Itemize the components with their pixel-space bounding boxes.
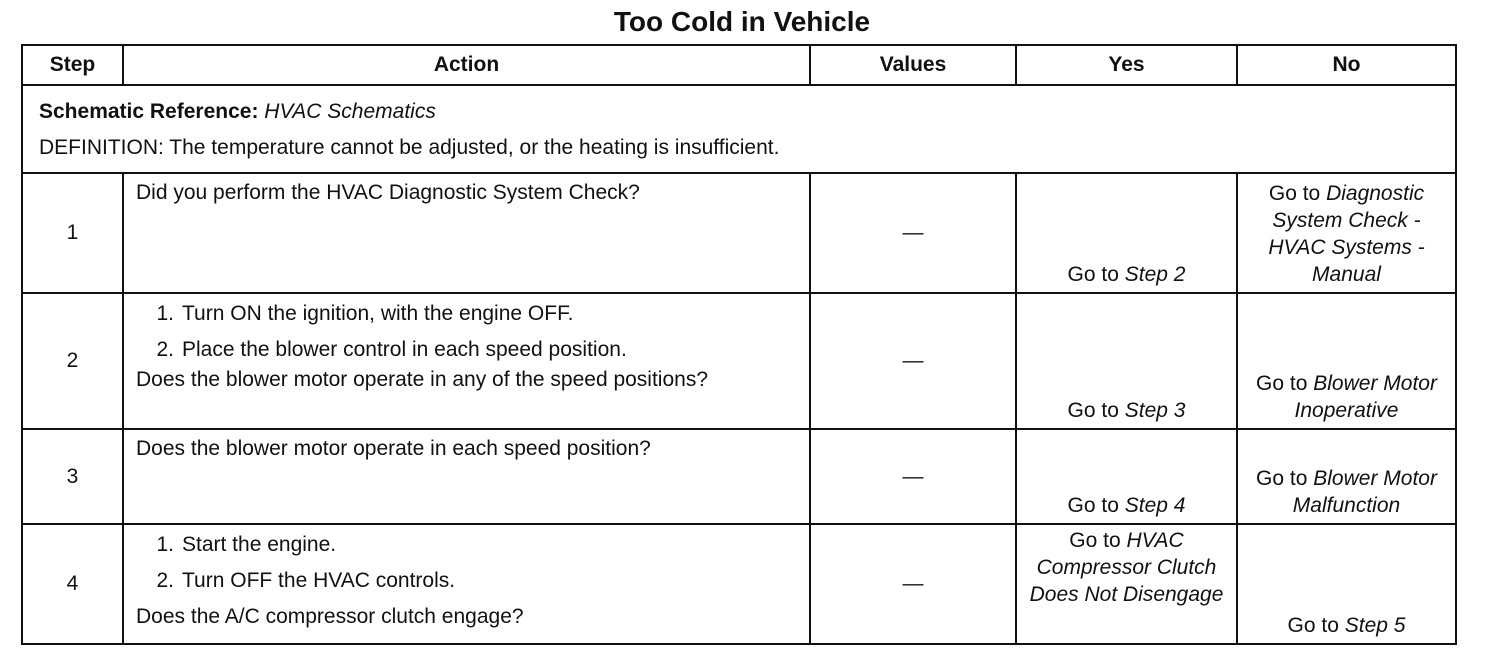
no-cell xyxy=(1237,173,1456,293)
yes-link[interactable]: Step 2 xyxy=(1124,263,1186,286)
no-prefix: Go to xyxy=(1268,182,1327,205)
yes-prefix: Go to xyxy=(1069,529,1127,552)
yes-cell xyxy=(1016,293,1237,429)
header-yes: Yes xyxy=(1016,45,1237,85)
no-prefix: Go to xyxy=(1287,614,1345,637)
step-number: 1 xyxy=(22,173,123,293)
schematic-reference xyxy=(39,94,1441,130)
action-cell xyxy=(123,293,810,429)
action-step-item: 2. Place the blower control in each speed position. xyxy=(156,338,627,361)
info-cell xyxy=(22,85,1456,173)
action-question: Did you perform the HVAC Diagnostic System Check? xyxy=(136,181,640,204)
table-row xyxy=(22,293,1456,429)
no-cell xyxy=(1237,429,1456,524)
definition-text: DEFINITION: The temperature cannot be adjusted, or the heating is insufficient. xyxy=(39,136,780,159)
values-cell: — xyxy=(810,293,1016,429)
header-no: No xyxy=(1237,45,1456,85)
action-step-item: 2. Turn OFF the HVAC controls. xyxy=(156,569,456,592)
no-link[interactable]: Blower Motor Malfunction xyxy=(1292,467,1437,517)
values-cell: — xyxy=(810,524,1016,644)
yes-link[interactable]: Step 4 xyxy=(1124,494,1186,517)
table-row xyxy=(22,173,1456,293)
action-step-item: 1. Turn ON the ignition, with the engine OFF. xyxy=(156,302,574,325)
header-action: Action xyxy=(123,45,810,85)
no-prefix: Go to xyxy=(1256,467,1314,490)
yes-cell xyxy=(1016,429,1237,524)
action-question: Does the blower motor operate in any of the speed positions? xyxy=(136,368,709,391)
yes-prefix: Go to xyxy=(1067,399,1125,422)
step-number: 2 xyxy=(22,293,123,429)
schematic-link[interactable]: HVAC Schematics xyxy=(264,100,436,123)
yes-prefix: Go to xyxy=(1067,263,1125,286)
yes-cell xyxy=(1016,173,1237,293)
action-step-text: Start the engine. xyxy=(182,533,337,556)
no-link[interactable]: Diagnostic System Check - HVAC Systems - Manual xyxy=(1268,182,1425,286)
header-row xyxy=(22,45,1456,85)
no-cell xyxy=(1237,524,1456,644)
table-row xyxy=(22,524,1456,644)
no-cell xyxy=(1237,293,1456,429)
no-prefix: Go to xyxy=(1256,372,1314,395)
no-link[interactable]: Blower Motor Inoperative xyxy=(1294,372,1437,422)
yes-link[interactable]: HVAC Compressor Clutch Does Not Disengage xyxy=(1029,529,1224,606)
action-step-text: Turn ON the ignition, with the engine OFF. xyxy=(182,302,574,325)
action-cell xyxy=(123,524,810,644)
diagnostic-table xyxy=(21,44,1457,645)
step-number: 4 xyxy=(22,524,123,644)
header-step: Step xyxy=(22,45,123,85)
no-link[interactable]: Step 5 xyxy=(1344,614,1406,637)
action-question: Does the blower motor operate in each speed position? xyxy=(136,437,651,460)
values-cell: — xyxy=(810,173,1016,293)
table-row xyxy=(22,429,1456,524)
header-values: Values xyxy=(810,45,1016,85)
action-steps xyxy=(136,527,797,599)
info-row xyxy=(22,85,1456,173)
yes-prefix: Go to xyxy=(1067,494,1125,517)
action-cell xyxy=(123,429,810,524)
schematic-label: Schematic Reference: xyxy=(39,100,259,123)
yes-cell xyxy=(1016,524,1237,644)
page-title: Too Cold in Vehicle xyxy=(613,6,871,37)
action-steps xyxy=(136,296,797,368)
action-question: Does the A/C compressor clutch engage? xyxy=(136,605,524,628)
action-step-text: Turn OFF the HVAC controls. xyxy=(182,569,456,592)
action-cell xyxy=(123,173,810,293)
step-number: 3 xyxy=(22,429,123,524)
action-step-item: 1. Start the engine. xyxy=(156,533,337,556)
yes-link[interactable]: Step 3 xyxy=(1124,399,1186,422)
values-cell: — xyxy=(810,429,1016,524)
action-step-text: Place the blower control in each speed position. xyxy=(182,338,627,361)
